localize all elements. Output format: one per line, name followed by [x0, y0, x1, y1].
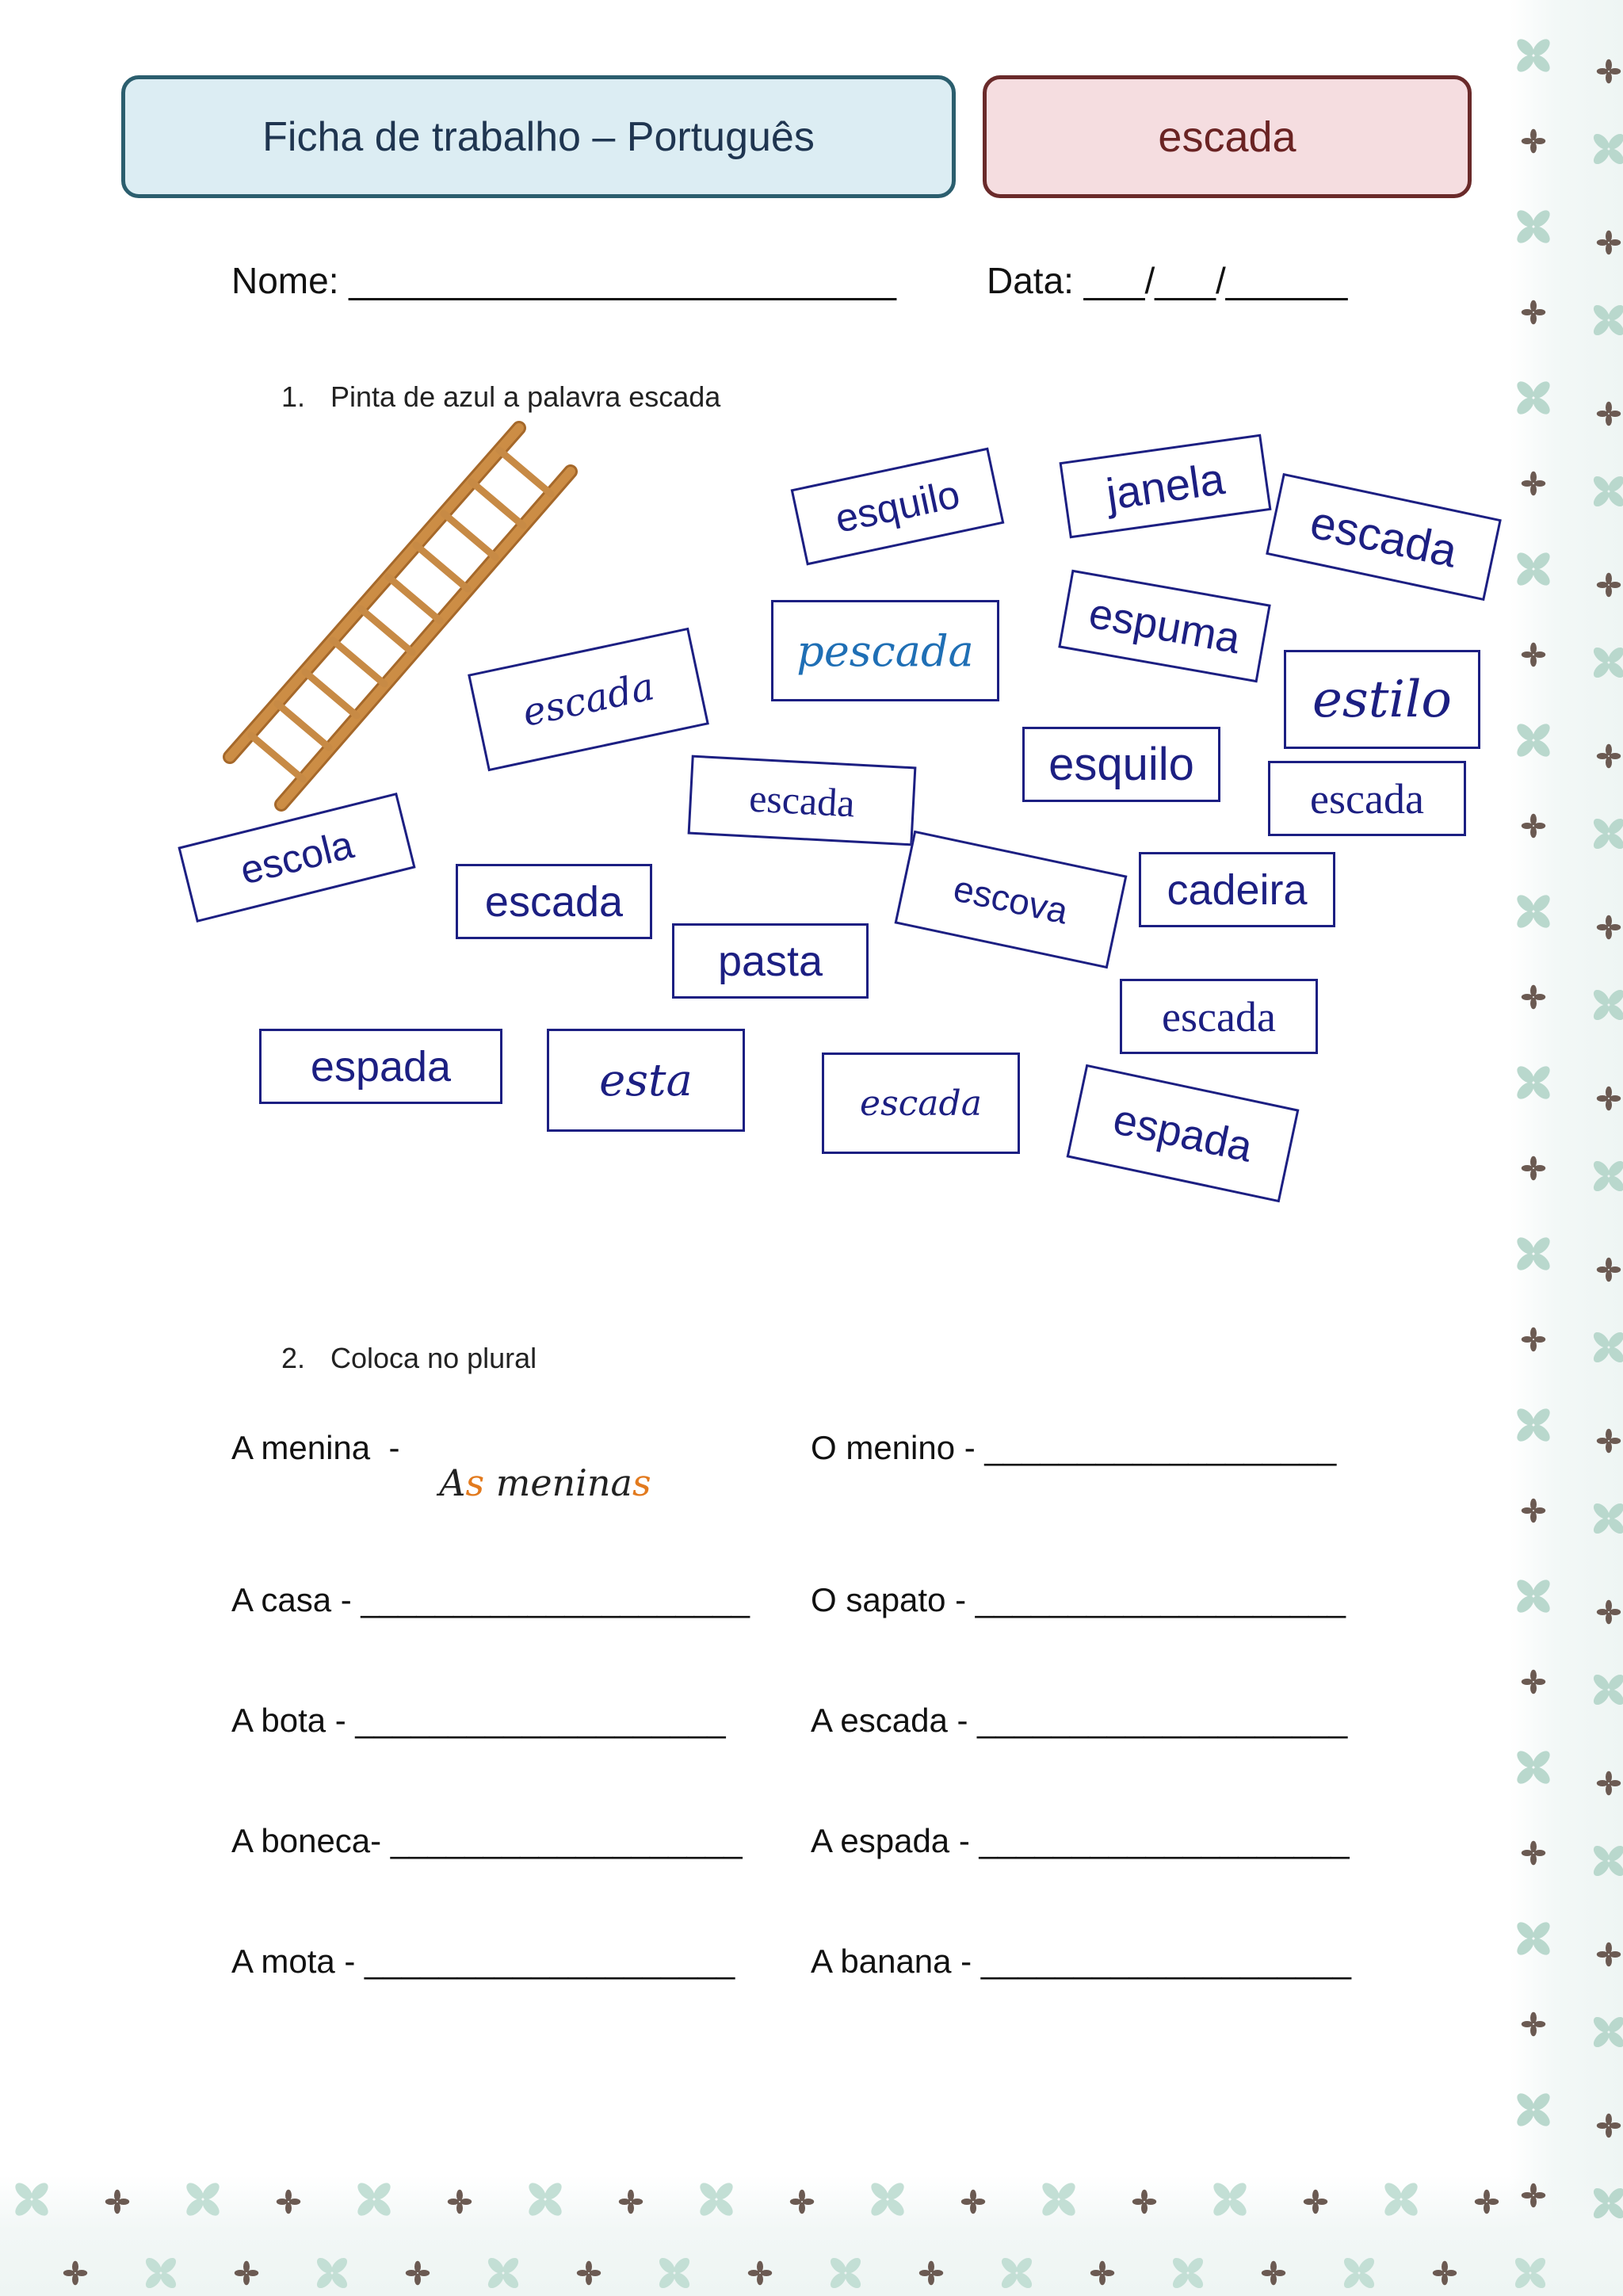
worksheet-title-box: [121, 75, 956, 198]
small-flower-icon: [1475, 2190, 1499, 2214]
flower-icon: [1514, 1577, 1553, 1616]
word-card-text: esquilo: [831, 472, 964, 541]
small-flower-icon: [748, 2261, 772, 2285]
flower-icon: [1591, 473, 1623, 509]
word-card[interactable]: [771, 600, 999, 701]
flower-icon: [1514, 550, 1553, 589]
flower-icon: [1514, 2091, 1553, 2130]
plural-item[interactable]: O sapato - ____________________: [811, 1581, 1346, 1618]
plural-example-left: A menina -: [231, 1429, 400, 1466]
small-flower-icon: [1522, 1670, 1545, 1694]
word-card[interactable]: [688, 755, 917, 846]
flower-icon: [1514, 1235, 1553, 1274]
small-flower-icon: [1522, 1499, 1545, 1522]
small-flower-icon: [1522, 1841, 1545, 1865]
flower-icon: [1514, 1920, 1553, 1958]
flower-icon: [1514, 721, 1553, 760]
flower-icon: [1514, 1406, 1553, 1445]
plural-item[interactable]: A casa - _____________________: [231, 1581, 750, 1618]
small-flower-icon: [277, 2190, 300, 2214]
small-flower-icon: [1522, 643, 1545, 667]
word-card[interactable]: [672, 923, 869, 999]
flower-icon: [13, 2180, 52, 2219]
word-card-text: espada: [1109, 1095, 1257, 1171]
word-card[interactable]: [822, 1052, 1020, 1154]
small-flower-icon: [1522, 300, 1545, 324]
plural-item[interactable]: A banana - ____________________: [811, 1943, 1352, 1980]
flower-icon: [1591, 1843, 1623, 1878]
small-flower-icon: [1597, 1771, 1621, 1795]
flower-icon: [1591, 1158, 1623, 1194]
small-flower-icon: [63, 2261, 87, 2285]
word-card-text: esquilo: [1048, 739, 1194, 790]
small-flower-icon: [1597, 231, 1621, 254]
flower-icon: [355, 2180, 394, 2219]
small-flower-icon: [1597, 744, 1621, 768]
small-flower-icon: [1433, 2261, 1457, 2285]
small-flower-icon: [1597, 1087, 1621, 1110]
small-flower-icon: [1262, 2261, 1285, 2285]
flower-icon: [1211, 2180, 1250, 2219]
flower-icon: [1591, 131, 1623, 166]
small-flower-icon: [1597, 1600, 1621, 1624]
answer-noun: menina: [484, 1461, 632, 1504]
word-card-text: espada: [310, 1042, 452, 1091]
flower-icon: [1591, 1671, 1623, 1707]
word-card-text: escada: [1310, 774, 1424, 823]
answer-noun-plural-ending: s: [632, 1461, 651, 1504]
word-card-text: espuma: [1085, 589, 1244, 663]
flower-icon: [1514, 892, 1553, 931]
word-card-text: escada: [748, 775, 856, 826]
small-flower-icon: [1597, 402, 1621, 426]
exercise-2-instruction: Coloca no plural: [330, 1342, 537, 1374]
flower-icon: [656, 2255, 692, 2290]
small-flower-icon: [1304, 2190, 1327, 2214]
plural-item[interactable]: A boneca- ___________________: [231, 1822, 743, 1859]
small-flower-icon: [406, 2261, 430, 2285]
plural-item[interactable]: A escada - ____________________: [811, 1702, 1348, 1739]
small-flower-icon: [961, 2190, 985, 2214]
worksheet-title: Ficha de trabalho – Português: [262, 113, 815, 160]
plural-item[interactable]: A bota - ____________________: [231, 1702, 726, 1739]
word-card-text: escada: [518, 663, 659, 735]
flower-icon: [1170, 2255, 1205, 2290]
small-flower-icon: [1522, 2183, 1545, 2207]
small-flower-icon: [1522, 1328, 1545, 1351]
small-flower-icon: [1597, 2114, 1621, 2137]
plural-item[interactable]: A mota - ____________________: [231, 1943, 735, 1980]
flower-icon: [869, 2180, 907, 2219]
word-card-text: escova: [949, 867, 1072, 932]
small-flower-icon: [1597, 1943, 1621, 1966]
word-card-text: pescada: [796, 625, 974, 676]
exercise-2-number: 2.: [281, 1342, 306, 1374]
exercise-1-instruction: Pinta de azul a palavra escada: [330, 380, 721, 413]
flower-icon: [827, 2255, 863, 2290]
word-card[interactable]: [456, 864, 652, 939]
date-field[interactable]: Data: ___/___/______: [987, 260, 1348, 301]
flower-icon: [1341, 2255, 1377, 2290]
small-flower-icon: [1522, 2012, 1545, 2036]
flower-icon: [1591, 2014, 1623, 2050]
small-flower-icon: [448, 2190, 472, 2214]
ladder-image: [194, 412, 606, 824]
plural-example-answer: [416, 1419, 651, 1504]
small-flower-icon: [235, 2261, 258, 2285]
flower-icon: [1591, 2185, 1623, 2221]
small-flower-icon: [1522, 1156, 1545, 1180]
word-card[interactable]: [1022, 727, 1220, 802]
focus-word: escada: [1158, 113, 1296, 161]
small-flower-icon: [1597, 1258, 1621, 1282]
word-card[interactable]: [1120, 979, 1318, 1054]
word-card-text: esta: [599, 1054, 693, 1106]
flower-icon: [1591, 302, 1623, 338]
word-card[interactable]: [547, 1029, 745, 1132]
flower-icon: [697, 2180, 736, 2219]
flower-icon: [184, 2180, 223, 2219]
small-flower-icon: [1522, 985, 1545, 1009]
word-card[interactable]: [1268, 761, 1466, 836]
word-card-text: estilo: [1312, 670, 1452, 729]
small-flower-icon: [1597, 59, 1621, 83]
flower-icon: [1512, 2255, 1548, 2290]
word-card[interactable]: [1139, 852, 1335, 927]
word-card-text: cadeira: [1167, 865, 1308, 914]
answer-article-plural-ending: s: [465, 1461, 485, 1504]
word-card-text: escada: [860, 1083, 982, 1124]
small-flower-icon: [1522, 129, 1545, 153]
flower-icon: [1514, 1064, 1553, 1102]
small-flower-icon: [1090, 2261, 1114, 2285]
flower-icon: [485, 2255, 521, 2290]
flower-icon: [314, 2255, 349, 2290]
small-flower-icon: [1597, 573, 1621, 597]
flower-icon: [1591, 644, 1623, 680]
flower-icon: [1514, 36, 1553, 75]
word-card-text: janela: [1103, 453, 1228, 520]
flower-icon: [526, 2180, 565, 2219]
word-card-text: escada: [1162, 992, 1276, 1041]
flower-icon: [1591, 1500, 1623, 1536]
small-flower-icon: [1522, 814, 1545, 838]
flower-icon: [1382, 2180, 1421, 2219]
word-card-text: escada: [484, 877, 624, 926]
small-flower-icon: [1132, 2190, 1156, 2214]
plural-item[interactable]: A espada - ____________________: [811, 1822, 1350, 1859]
plural-item[interactable]: O menino - ___________________: [811, 1429, 1337, 1466]
word-card-text: escada: [1305, 496, 1462, 578]
flower-icon: [1514, 1748, 1553, 1787]
flower-icon: [143, 2255, 178, 2290]
small-flower-icon: [790, 2190, 814, 2214]
flower-icon: [1514, 208, 1553, 246]
word-card[interactable]: [1284, 650, 1480, 749]
flower-icon: [1591, 816, 1623, 851]
small-flower-icon: [105, 2190, 129, 2214]
small-flower-icon: [577, 2261, 601, 2285]
word-card-text: escola: [235, 822, 358, 893]
name-field[interactable]: Nome: ___________________________: [231, 260, 897, 301]
small-flower-icon: [919, 2261, 943, 2285]
flower-icon: [1040, 2180, 1079, 2219]
small-flower-icon: [1597, 915, 1621, 939]
focus-word-box: [983, 75, 1472, 198]
exercise-1-number: 1.: [281, 380, 306, 413]
answer-article: A: [439, 1461, 466, 1504]
small-flower-icon: [1597, 1429, 1621, 1453]
flower-icon: [1591, 987, 1623, 1022]
flower-icon: [1514, 379, 1553, 418]
word-card[interactable]: [259, 1029, 502, 1104]
word-card-text: pasta: [717, 937, 823, 985]
small-flower-icon: [619, 2190, 643, 2214]
small-flower-icon: [1522, 472, 1545, 495]
flower-icon: [1591, 1329, 1623, 1365]
flower-icon: [999, 2255, 1034, 2290]
